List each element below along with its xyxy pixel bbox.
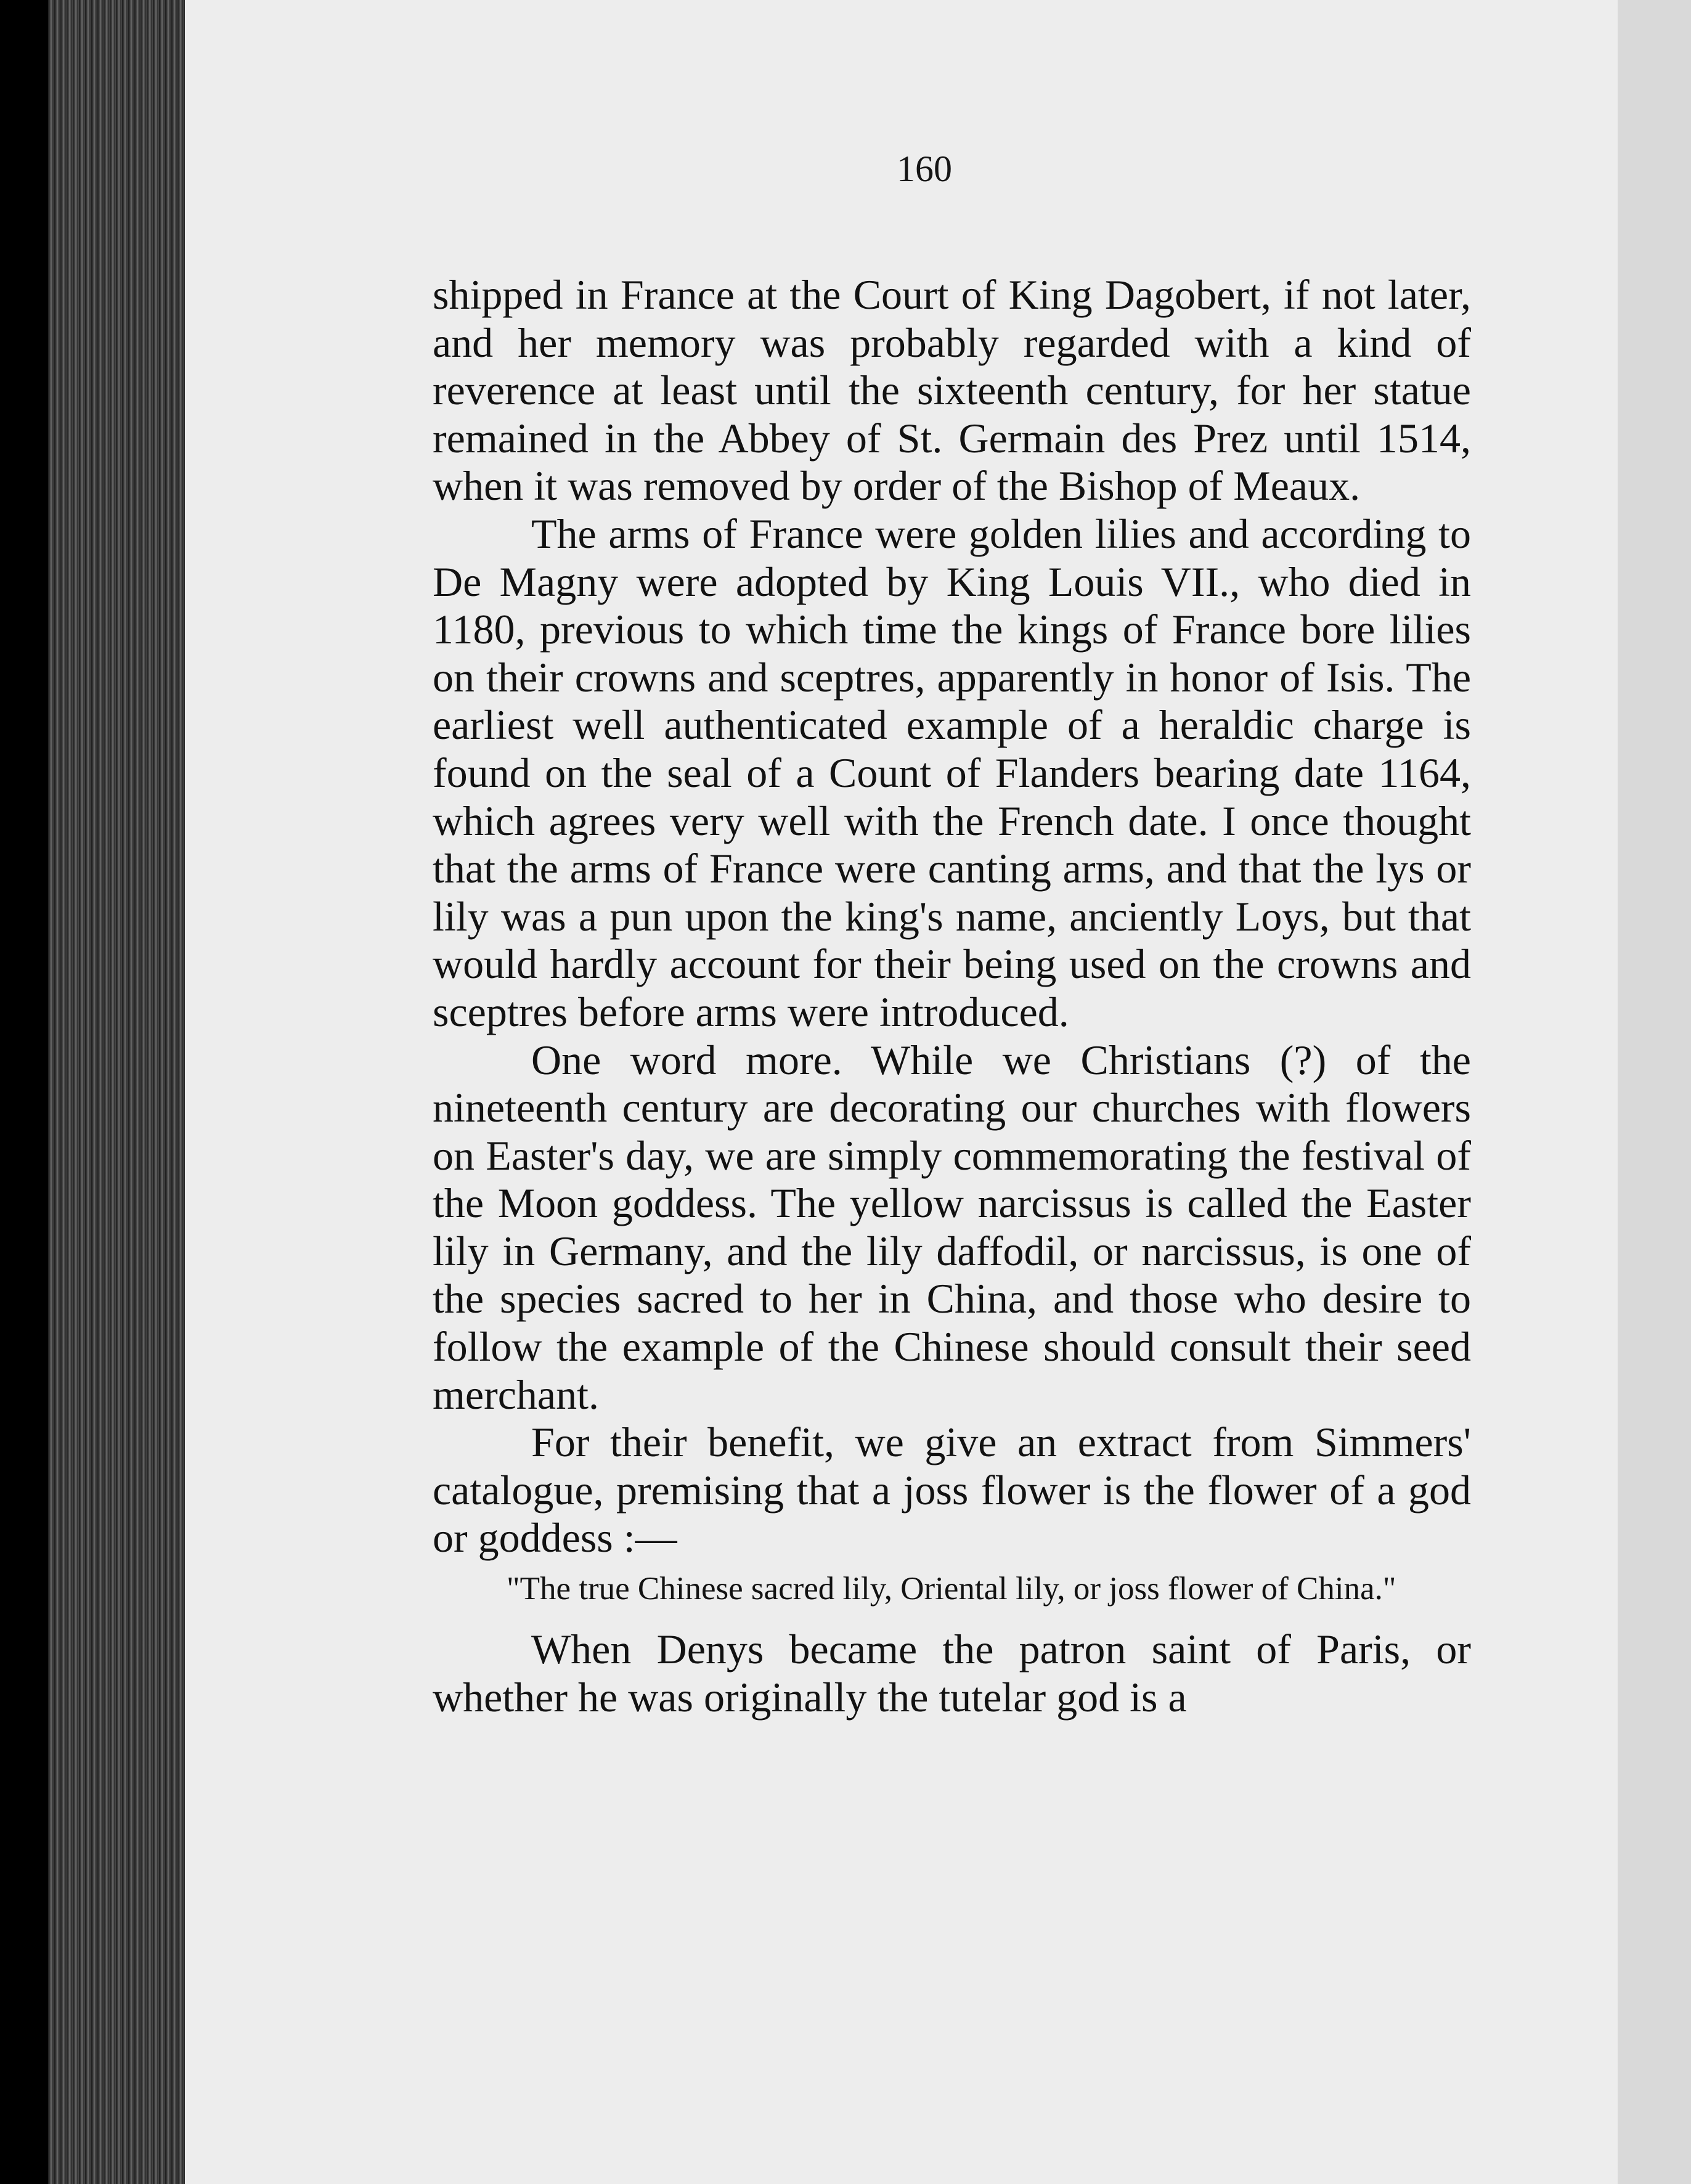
- paragraph-5: When Denys became the patron saint of Paris, or whether he was originally the tutelar god is a: [433, 1626, 1471, 1721]
- paragraph-2: The arms of France were golden lilies and according to De Magny were adopted by King Louis VII., who died in 1180, previous to which time the kings of France bore lilies on their crowns and sceptres, apparently in honor of Isis. The earliest well authenticated example of a heraldic charge is found on the seal of a Count of Flanders bearing date 1164, which agrees very well with the French date. I once thought that the arms of France were canting arms, and that the lys or lily was a pun upon the king's name, anciently Loys, but that would hardly account for their being used on the crowns and sceptres before arms were introduced.: [433, 510, 1471, 1035]
- paragraph-3: One word more. While we Christians (?) of the nineteenth century are decorating our churches with flowers on Easter's day, we are simply commemorating the festival of the Moon goddess. The yellow narcissus is called the Easter lily in Germany, and the lily daffodil, or narcissus, is one of the species sacred to her in China, and those who desire to follow the example of the Chinese should consult their seed merchant.: [433, 1036, 1471, 1418]
- paragraph-1: shipped in France at the Court of King Dagobert, if not later, and her memory was probably regarded with a kind of reverence at least until the sixteenth century, for her statue remained in the Abbey of St. Germain des Prez until 1514, when it was removed by order of the Bishop of Meaux.: [433, 271, 1471, 510]
- catalogue-quote: "The true Chinese sacred lily, Oriental lily, or joss flower of China.": [507, 1571, 1396, 1607]
- facing-page-edge: [1618, 0, 1691, 2184]
- paragraph-4: For their benefit, we give an extract from Simmers' catalogue, premising that a joss flower is the flower of a god or goddess :—: [433, 1419, 1471, 1562]
- page-number: 160: [897, 149, 952, 189]
- body-text: [433, 271, 1471, 1721]
